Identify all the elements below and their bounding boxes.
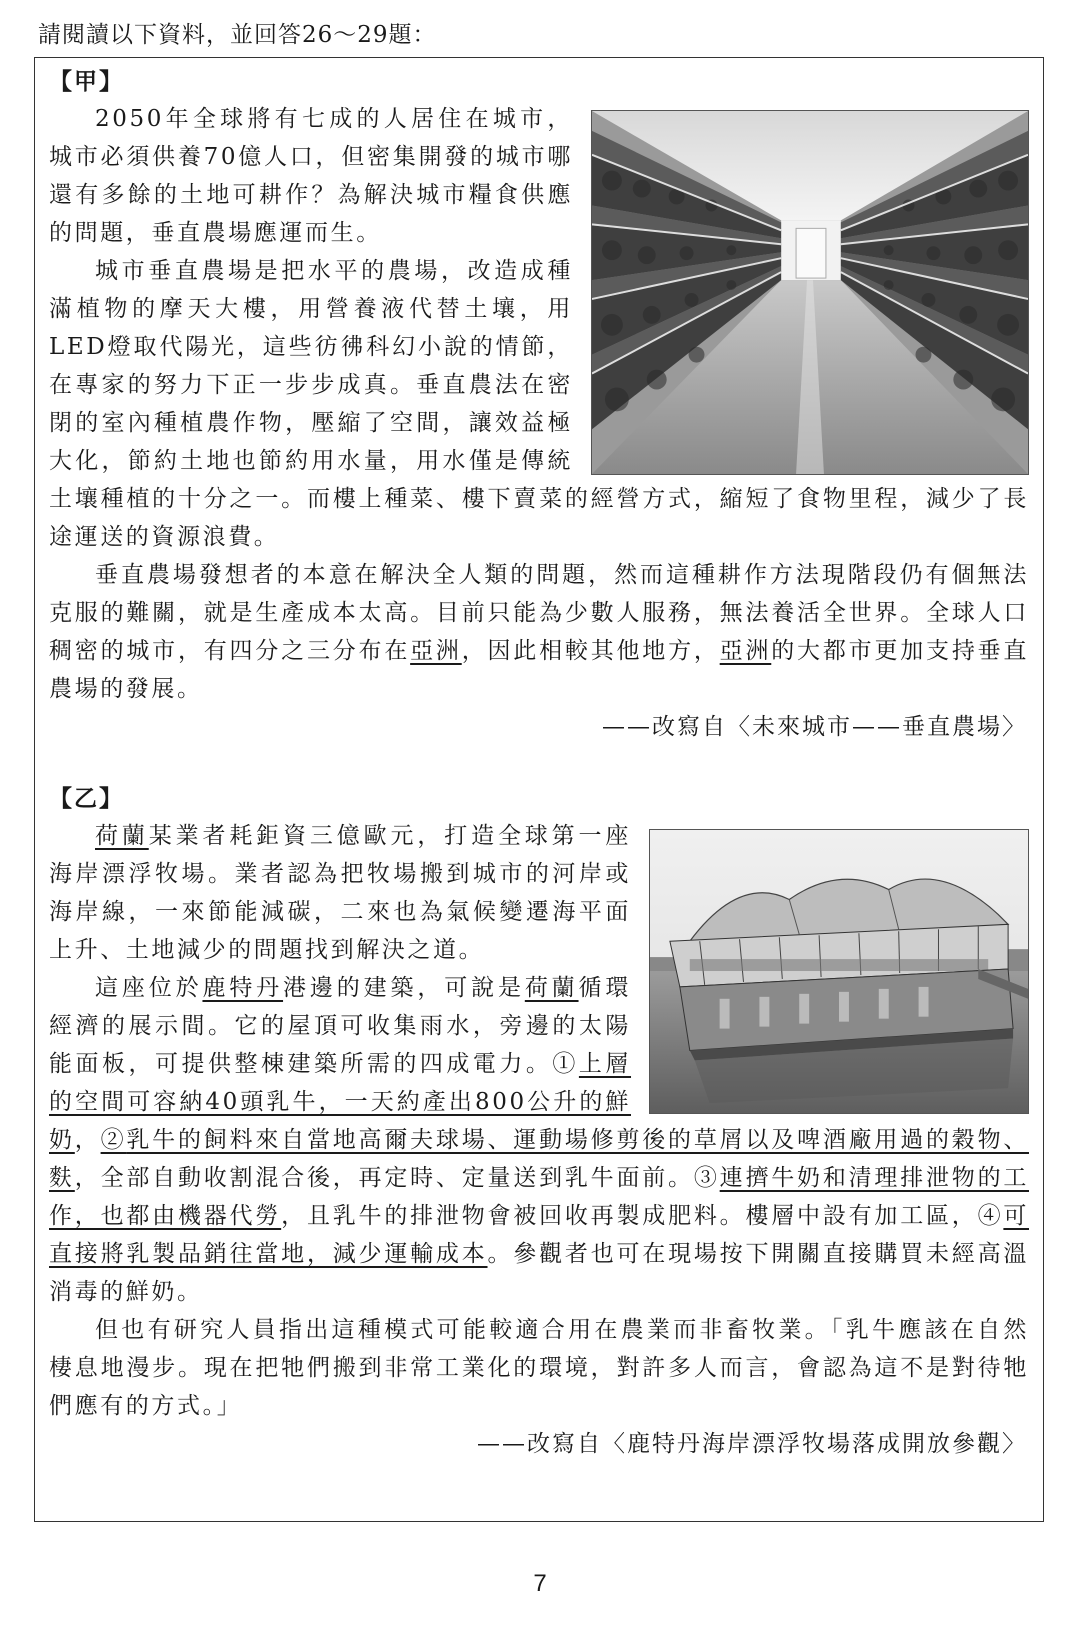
section-b-source: ——改寫自〈鹿特丹海岸漂浮牧場落成開放參觀〉 [477,1431,1027,1457]
p2-text-e: ，且乳牛的排泄物會被回收再製成肥料。樓層中設有加工區， [281,1203,978,1229]
p2-text-d: ，全部自動收割混合後，再定時、定量送到乳牛面前。 [74,1165,694,1191]
instruction-text: 請閱讀以下資料，並回答26～29題： [38,22,437,48]
section-a-source: ——改寫自〈未來城市——垂直農場〉 [602,714,1027,740]
section-a-label: 【甲】 [49,68,124,95]
marker-1: ① [552,1051,579,1077]
section-a [49,64,1029,746]
place-name-asia: 亞洲 [719,638,772,664]
marker-2: ② [100,1127,127,1153]
marker-3: ③ [693,1165,720,1191]
underlined-statement-1: 上層的空間可容納40頭乳牛，一天約產出800公升的鮮奶 [49,1051,632,1153]
p2-text-f: 。參觀者也可在現場按下開關直接購買未經高溫消毒的鮮奶。 [49,1241,1030,1305]
separator-comma: ， [74,1127,101,1153]
p3-text-mid: ，因此相較其他地方， [461,638,720,664]
marker-4: ④ [977,1203,1004,1229]
page-number: 7 [533,1570,547,1597]
p3-text-start: 垂直農場發想者的本意在解決全人類的問題，然而這種耕作方法現階段仍有個無法克服的難關，就是生產成本太高。目前只能為少數人服務，無法養活全世界。全球人口稠密的城市，有四分之三分布在 [49,562,1029,664]
p3-text-end: 的大都市更加支持垂直農場的發展。 [49,638,1030,702]
section-b [49,781,1029,1463]
section-b-paragraph-3: 但也有研究人員指出這種模式可能較適合用在農業而非畜牧業。「乳牛應該在自然棲息地漫步。現在把牠們搬到非常工業化的環境，對許多人而言，會認為這不是對待牠們應有的方式。」 [49,1317,1029,1419]
section-a-paragraph-3 [49,556,1029,708]
p2-text-a: 這座位於 [95,975,203,1001]
p2-text-c: 循環經濟的展示間。它的屋頂可收集雨水，旁邊的太陽能面板，可提供整棟建築所需的四成電力。 [49,975,632,1077]
place-name-asia: 亞洲 [410,638,462,664]
section-b-label: 【乙】 [49,785,124,812]
underlined-statement-3: 連擠牛奶和清理排泄物的工作，也都由機器代勞 [49,1165,1029,1229]
reading-passage-frame [34,57,1044,1522]
place-name-holland: 荷蘭 [524,975,579,1001]
p1-text: 某業者耗鉅資三億歐元，打造全球第一座海岸漂浮牧場。業者認為把牧場搬到城市的河岸或海岸線，一來節能減碳，二來也為氣候變遷海平面上升、土地減少的問題找到解決之道。 [49,823,631,963]
place-name-rotterdam: 鹿特丹 [202,975,284,1001]
place-name-holland: 荷蘭 [95,823,149,849]
vertical-farm-photo [591,110,1029,475]
section-a-paragraph-1: 2050年全球將有七成的人居住在城市，城市必須供養70億人口，但密集開發的城市哪還有多餘的土地可耕作？為解決城市糧食供應的問題，垂直農場應運而生。 [49,106,573,246]
p2-text-b: 港邊的建築，可說是 [283,975,525,1001]
underlined-statement-4: 可直接將乳製品銷往當地，減少運輸成本 [49,1203,1029,1267]
section-a-paragraph-2: 城市垂直農場是把水平的農場，改造成種滿植物的摩天大樓，用營養液代替土壤，用LED燈取代陽光，這些彷彿科幻小說的情節，在專家的努力下正一步步成真。垂直農法在密閉的室內種植農作物，壓縮了空間，讓效益極大化，節約土地也節約用水量，用水僅是傳統土壤種植的十分之一。而樓上種菜、樓下賣菜的經營方式，縮短了食物里程，減少了長途運送的資源浪費。 [49,258,1029,550]
floating-farm-photo [649,829,1029,1114]
underlined-statement-2: 乳牛的飼料來自當地高爾夫球場、運動場修剪後的草屑以及啤酒廠用過的穀物、麩 [49,1127,1029,1191]
